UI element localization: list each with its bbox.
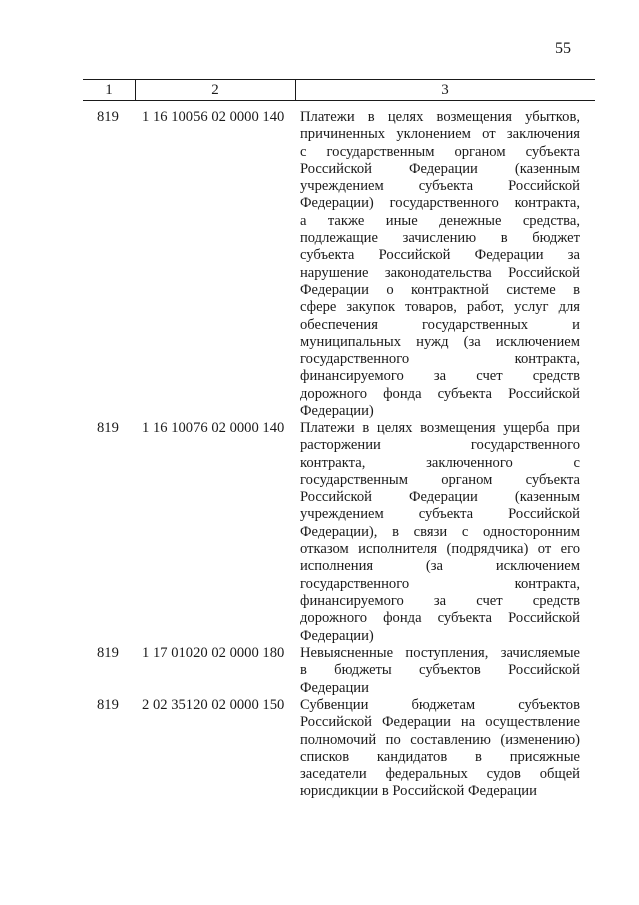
description-line: сфере закупок товаров, работ, услуг для xyxy=(300,299,580,316)
description-line: нарушение законодательства Российской xyxy=(300,264,580,281)
description-line: Российской Федерации (казенным xyxy=(300,160,580,177)
column-header-3: 3 xyxy=(441,82,449,98)
description-line: расторжении государственного xyxy=(300,437,580,454)
description-line: обеспечения государственных и xyxy=(300,316,580,333)
description-line: Федерации), в связи с односторонним xyxy=(300,523,580,540)
row-description xyxy=(300,420,580,645)
table-header xyxy=(83,79,595,101)
description-line: финансируемого за счет средств xyxy=(300,368,580,385)
description-line: с государственным органом субъекта xyxy=(300,143,580,160)
description-line: Российской Федерации на осуществление xyxy=(300,714,580,731)
budget-code: 1 16 10076 02 0000 140 xyxy=(142,420,285,436)
description-line: учреждением субъекта Российской xyxy=(300,506,580,523)
description-line: Платежи в целях возмещения убытков, xyxy=(300,109,580,125)
description-line: подлежащие зачислению в бюджет xyxy=(300,230,580,247)
description-line: муниципальных нужд (за исключением xyxy=(300,333,580,350)
description-line: в бюджеты субъектов Российской xyxy=(300,662,580,679)
description-line: субъекта Российской Федерации за xyxy=(300,247,580,264)
row-number: 819 xyxy=(97,109,119,125)
description-line: полномочий по составлению (изменению) xyxy=(300,731,580,748)
description-line: контракта, заключенного с xyxy=(300,454,580,471)
description-line: Федерации) xyxy=(300,403,374,420)
column-header-1: 1 xyxy=(105,82,113,98)
description-line: причиненных уклонением от заключения xyxy=(300,126,580,143)
description-line: государственным органом субъекта xyxy=(300,471,580,488)
description-line: Платежи в целях возмещения ущерба при xyxy=(300,420,580,436)
column-header-2: 2 xyxy=(211,82,219,98)
row-description xyxy=(300,645,580,697)
description-line: Российской Федерации (казенным xyxy=(300,489,580,506)
description-line: списков кандидатов в присяжные xyxy=(300,748,580,765)
description-line: Невыясненные поступления, зачисляемые xyxy=(300,645,580,661)
description-line: дорожного фонда субъекта Российской xyxy=(300,610,580,627)
description-line: исполнения (за исключением xyxy=(300,558,580,575)
row-number: 819 xyxy=(97,697,119,713)
row-number: 819 xyxy=(97,420,119,436)
description-line: финансируемого за счет средств xyxy=(300,592,580,609)
row-description xyxy=(300,109,580,420)
description-line: Федерации) государственного контракта, xyxy=(300,195,580,212)
budget-code: 1 16 10056 02 0000 140 xyxy=(142,109,285,125)
row-number: 819 xyxy=(97,645,119,661)
page-number: 55 xyxy=(555,40,571,57)
row-description xyxy=(300,697,580,801)
description-line: государственного контракта, xyxy=(300,351,580,368)
description-line: а также иные денежные средства, xyxy=(300,212,580,229)
description-line: заседатели федеральных судов общей xyxy=(300,766,580,783)
budget-code: 2 02 35120 02 0000 150 xyxy=(142,697,285,713)
description-line: государственного контракта, xyxy=(300,575,580,592)
description-line: отказом исполнителя (подрядчика) от его xyxy=(300,541,580,558)
description-line: Федерации о контрактной системе в xyxy=(300,281,580,298)
description-line: Федерации xyxy=(300,679,369,696)
budget-code: 1 17 01020 02 0000 180 xyxy=(142,645,285,661)
description-line: юрисдикции в Российской Федерации xyxy=(300,783,537,800)
description-line: дорожного фонда субъекта Российской xyxy=(300,385,580,402)
description-line: Субвенции бюджетам субъектов xyxy=(300,697,580,713)
description-line: Федерации) xyxy=(300,627,374,644)
description-line: учреждением субъекта Российской xyxy=(300,178,580,195)
